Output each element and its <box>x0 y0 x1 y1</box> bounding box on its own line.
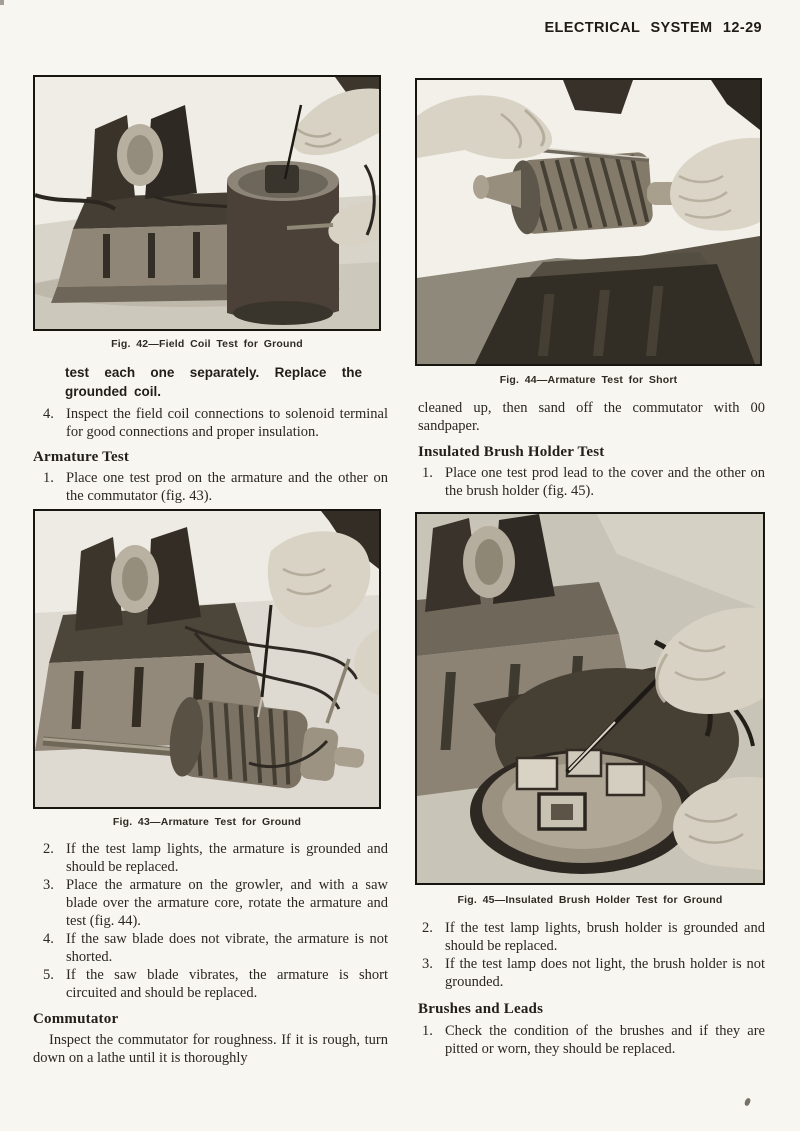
list-number: 5. <box>43 967 54 983</box>
figure-43-photo <box>33 509 381 809</box>
commutator-heading: Commutator <box>33 1011 119 1027</box>
list-text: If the test lamp lights, the armature is grounded and should be replaced. <box>66 841 388 875</box>
scan-corner-mark <box>0 0 4 5</box>
figure-43-caption: Fig. 43—Armature Test for Ground <box>112 816 302 828</box>
ink-speck <box>744 1097 751 1106</box>
list-number: 1. <box>422 1023 433 1039</box>
commutator-continuation-paragraph: cleaned up, then sand off the commutator with 00 sandpaper. <box>418 400 765 434</box>
list-text: If the saw blade does not vibrate, the armature is not shorted. <box>66 931 388 965</box>
list-number: 1. <box>43 470 54 486</box>
list-number: 4. <box>43 931 54 947</box>
armature-ground-test-illustration <box>35 511 379 807</box>
list-text: If the test lamp lights, brush holder is grounded and should be replaced. <box>445 920 765 954</box>
list-number: 3. <box>43 877 54 893</box>
field-coil-test-illustration <box>35 77 379 329</box>
list-text: Place one test prod on the armature and the other on the commutator (fig. 43). <box>66 470 388 504</box>
figure-42-caption: Fig. 42—Field Coil Test for Ground <box>111 338 303 350</box>
brush-holder-item-2 <box>415 919 765 955</box>
commutator-paragraph: Inspect the commutator for roughness. If it is rough, turn down on a lathe until it is thoroughly <box>33 1032 388 1066</box>
armature-test-heading: Armature Test <box>33 449 130 465</box>
armature-item-3 <box>33 876 388 930</box>
brushes-item-1 <box>415 1022 765 1058</box>
armature-short-test-illustration <box>417 80 760 364</box>
list-number: 2. <box>43 841 54 857</box>
right-column <box>415 78 765 1058</box>
armature-item-5 <box>33 966 388 1002</box>
figure-45-caption: Fig. 45—Insulated Brush Holder Test for Ground <box>457 894 723 906</box>
brush-holder-item-3 <box>415 955 765 991</box>
armature-item-4 <box>33 930 388 966</box>
brush-holder-item-1 <box>415 464 765 500</box>
armature-item-1 <box>33 469 388 505</box>
figure-44-photo <box>415 78 762 366</box>
list-number: 3. <box>422 956 433 972</box>
list-text: Place one test prod lead to the cover and the other on the brush holder (fig. 45). <box>445 465 765 499</box>
bold-continuation-note: test each one separately. Replace the grounded coil. <box>65 365 362 399</box>
list-text: Inspect the field coil connections to solenoid terminal for good connections and proper insulation. <box>66 406 388 440</box>
list-text: If the saw blade vibrates, the armature is short circuited and should be replaced. <box>66 967 388 1001</box>
field-coil-item-4 <box>33 405 388 441</box>
page-header: ELECTRICAL SYSTEM 12-29 <box>544 20 762 36</box>
figure-44-caption: Fig. 44—Armature Test for Short <box>499 374 678 386</box>
left-column <box>33 75 388 1067</box>
list-number: 4. <box>43 406 54 422</box>
figure-45-photo <box>415 512 765 885</box>
list-number: 2. <box>422 920 433 936</box>
armature-item-2 <box>33 840 388 876</box>
list-number: 1. <box>422 465 433 481</box>
list-text: If the test lamp does not light, the brush holder is not grounded. <box>445 956 765 990</box>
insulated-brush-holder-heading: Insulated Brush Holder Test <box>418 444 605 460</box>
list-text: Check the condition of the brushes and if they are pitted or worn, they should be replaced. <box>445 1023 765 1057</box>
brushes-and-leads-heading: Brushes and Leads <box>418 1001 544 1017</box>
brush-holder-test-illustration <box>417 514 763 883</box>
list-text: Place the armature on the growler, and with a saw blade over the armature core, rotate the armature and test (fig. 44). <box>66 877 388 929</box>
figure-42-photo <box>33 75 381 331</box>
